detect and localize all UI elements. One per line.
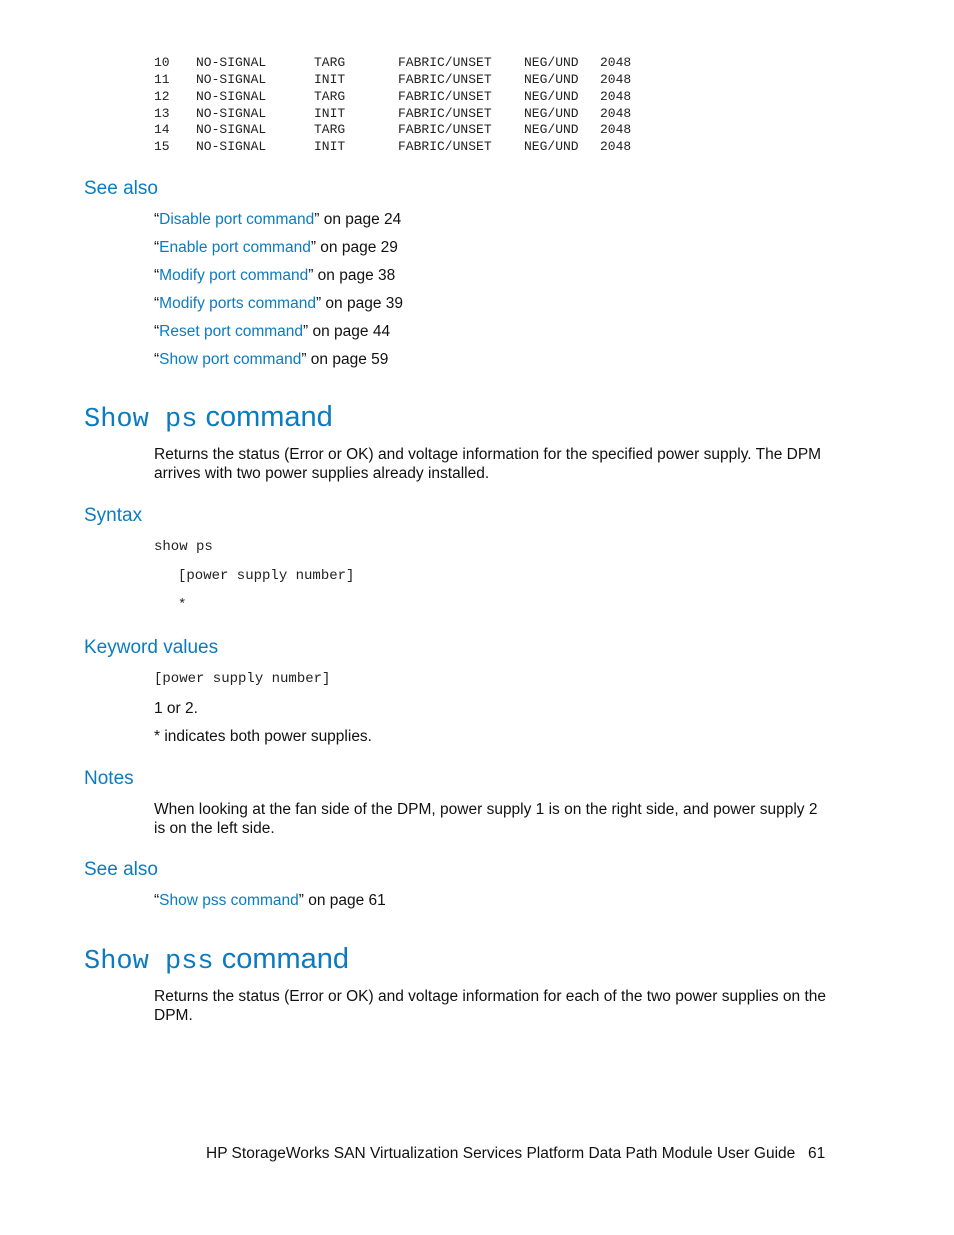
table-row: 12 NO-SIGNAL TARG FABRIC/UNSET NEG/UND 2048 — [154, 89, 632, 104]
section-title-show-pss: Show pss command — [84, 943, 350, 977]
section-title-show-ps: Show ps command — [84, 401, 333, 435]
xref-link-show-pss[interactable]: Show pss command — [159, 892, 299, 909]
footer-page-number: 61 — [808, 1145, 826, 1162]
keyword-code: [power supply number] — [154, 671, 331, 687]
xref-link-enable-port[interactable]: Enable port command — [159, 239, 311, 256]
see-also-item: “Disable port command” on page 24 — [154, 211, 402, 228]
syntax-heading: Syntax — [84, 505, 143, 526]
see-also-item: “Show port command” on page 59 — [154, 351, 389, 368]
notes-heading: Notes — [84, 768, 134, 789]
see-also-heading: See also — [84, 178, 158, 199]
show-pss-description: Returns the status (Error or OK) and voltage information for each of the two power supplies on the DPM. — [154, 988, 827, 1024]
keyword-description: * indicates both power supplies. — [154, 728, 372, 745]
xref-link-modify-ports[interactable]: Modify ports command — [159, 295, 316, 312]
table-row: 15 NO-SIGNAL INIT FABRIC/UNSET NEG/UND 2048 — [154, 139, 632, 154]
see-also-item: “Modify ports command” on page 39 — [154, 295, 403, 312]
xref-link-modify-port[interactable]: Modify port command — [159, 267, 309, 284]
keyword-description: 1 or 2. — [154, 700, 198, 717]
see-also-item: “Enable port command” on page 29 — [154, 239, 398, 256]
table-row: 14 NO-SIGNAL TARG FABRIC/UNSET NEG/UND 2048 — [154, 122, 632, 137]
syntax-argument: [power supply number] — [178, 568, 355, 584]
table-row: 11 NO-SIGNAL INIT FABRIC/UNSET NEG/UND 2048 — [154, 72, 632, 87]
keyword-values-heading: Keyword values — [84, 637, 219, 658]
table-row: 13 NO-SIGNAL INIT FABRIC/UNSET NEG/UND 2048 — [154, 106, 632, 121]
see-also-item: “Show pss command” on page 61 — [154, 892, 386, 909]
see-also-item: “Reset port command” on page 44 — [154, 323, 391, 340]
notes-text: When looking at the fan side of the DPM, power supply 1 is on the right side, and power supply 2 is on the left side. — [154, 801, 818, 837]
xref-link-disable-port[interactable]: Disable port command — [159, 211, 315, 228]
xref-link-show-port[interactable]: Show port command — [159, 351, 302, 368]
see-also-heading: See also — [84, 859, 158, 880]
footer-guide-title: HP StorageWorks SAN Virtualization Services Platform Data Path Module User Guide — [206, 1145, 796, 1162]
show-ps-description: Returns the status (Error or OK) and voltage information for the specified power supply. The DPM arrives with two power supplies already installed. — [154, 446, 822, 482]
xref-link-reset-port[interactable]: Reset port command — [159, 323, 304, 340]
syntax-command: show ps — [154, 539, 213, 555]
see-also-item: “Modify port command” on page 38 — [154, 267, 396, 284]
table-row: 10 NO-SIGNAL TARG FABRIC/UNSET NEG/UND 2048 — [154, 55, 632, 70]
syntax-argument: * — [178, 597, 187, 613]
